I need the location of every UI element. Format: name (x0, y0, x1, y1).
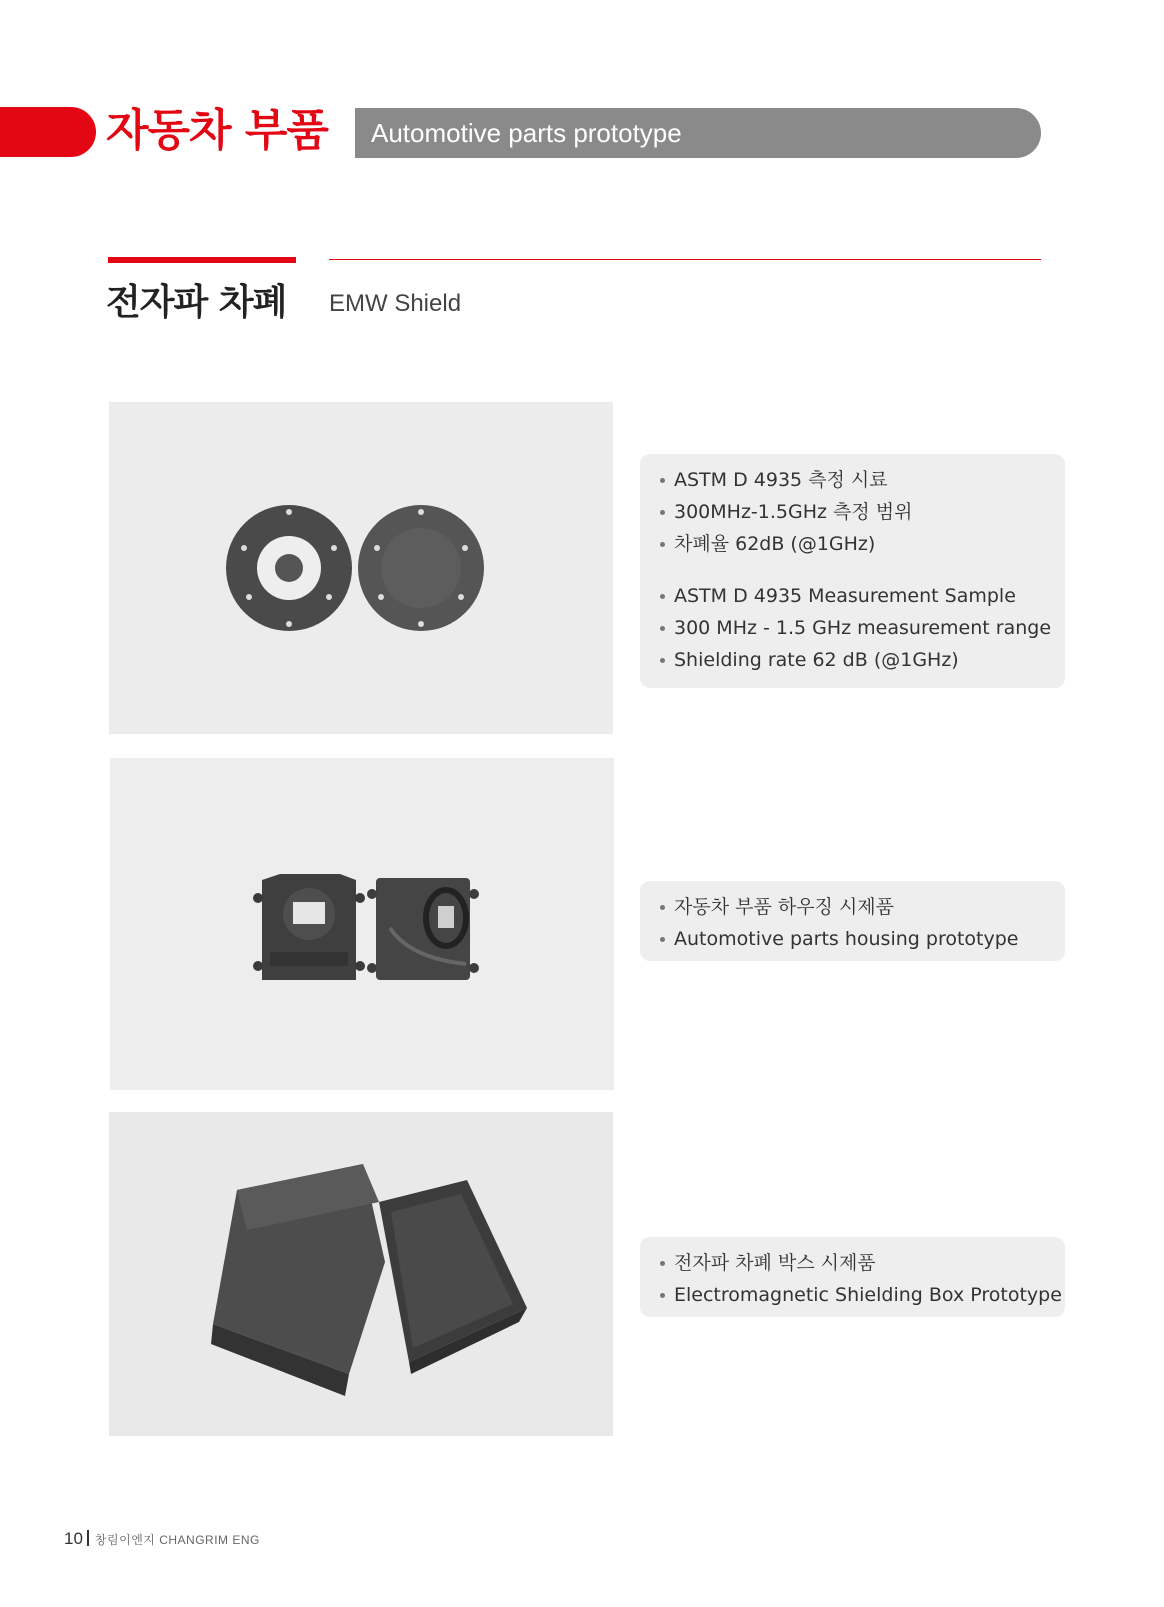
shielding-box-illustration (109, 1112, 613, 1436)
bullet-item: Shielding rate 62 dB (@1GHz) (658, 644, 1049, 676)
disc-samples-illustration (109, 402, 613, 734)
housing-prototype-photo (110, 758, 614, 1090)
bullet-item: 전자파 차폐 박스 시제품 (658, 1247, 1049, 1279)
section-subtitle: EMW Shield (329, 290, 462, 317)
page-footer (64, 1527, 260, 1552)
section-accent-bar (108, 257, 296, 263)
shielding-box-info-box (640, 1237, 1065, 1317)
footer-divider (87, 1530, 89, 1546)
section-title: 전자파 차폐 (106, 282, 287, 323)
disc-sample-info-box (640, 454, 1065, 688)
page-subtitle: Automotive parts prototype (371, 118, 682, 148)
bullet-item: Electromagnetic Shielding Box Prototype (658, 1279, 1049, 1311)
bullet-item: ASTM D 4935 Measurement Sample (658, 580, 1049, 612)
page-number: 10 (64, 1529, 83, 1548)
page-title: 자동차 부품 (106, 105, 328, 156)
bullet-item: 300MHz-1.5GHz 측정 범위 (658, 496, 1049, 528)
company-name: 창림이엔지 CHANGRIM ENG (94, 1533, 260, 1547)
housing-bullets (658, 891, 1049, 955)
disc-sample-bullets-en (658, 580, 1052, 676)
bullet-item: 차폐율 62dB (@1GHz) (658, 528, 1049, 560)
housing-illustration (110, 758, 614, 1090)
shielding-box-photo (109, 1112, 613, 1436)
bullet-item: 300 MHz - 1.5 GHz measurement range (658, 612, 1049, 644)
emw-shield-disc-sample-photo (109, 402, 613, 734)
bullet-item: Automotive parts housing prototype (658, 923, 1049, 955)
bullet-item: 자동차 부품 하우징 시제품 (658, 891, 1049, 923)
housing-info-box (640, 881, 1065, 961)
bullet-item: ASTM D 4935 측정 시료 (658, 464, 1049, 496)
section-divider (329, 259, 1041, 260)
disc-sample-bullets-ko (658, 464, 1049, 560)
header-accent-bar (0, 107, 96, 157)
shielding-box-bullets (658, 1247, 1062, 1311)
header-subtitle-bar (355, 108, 1041, 158)
